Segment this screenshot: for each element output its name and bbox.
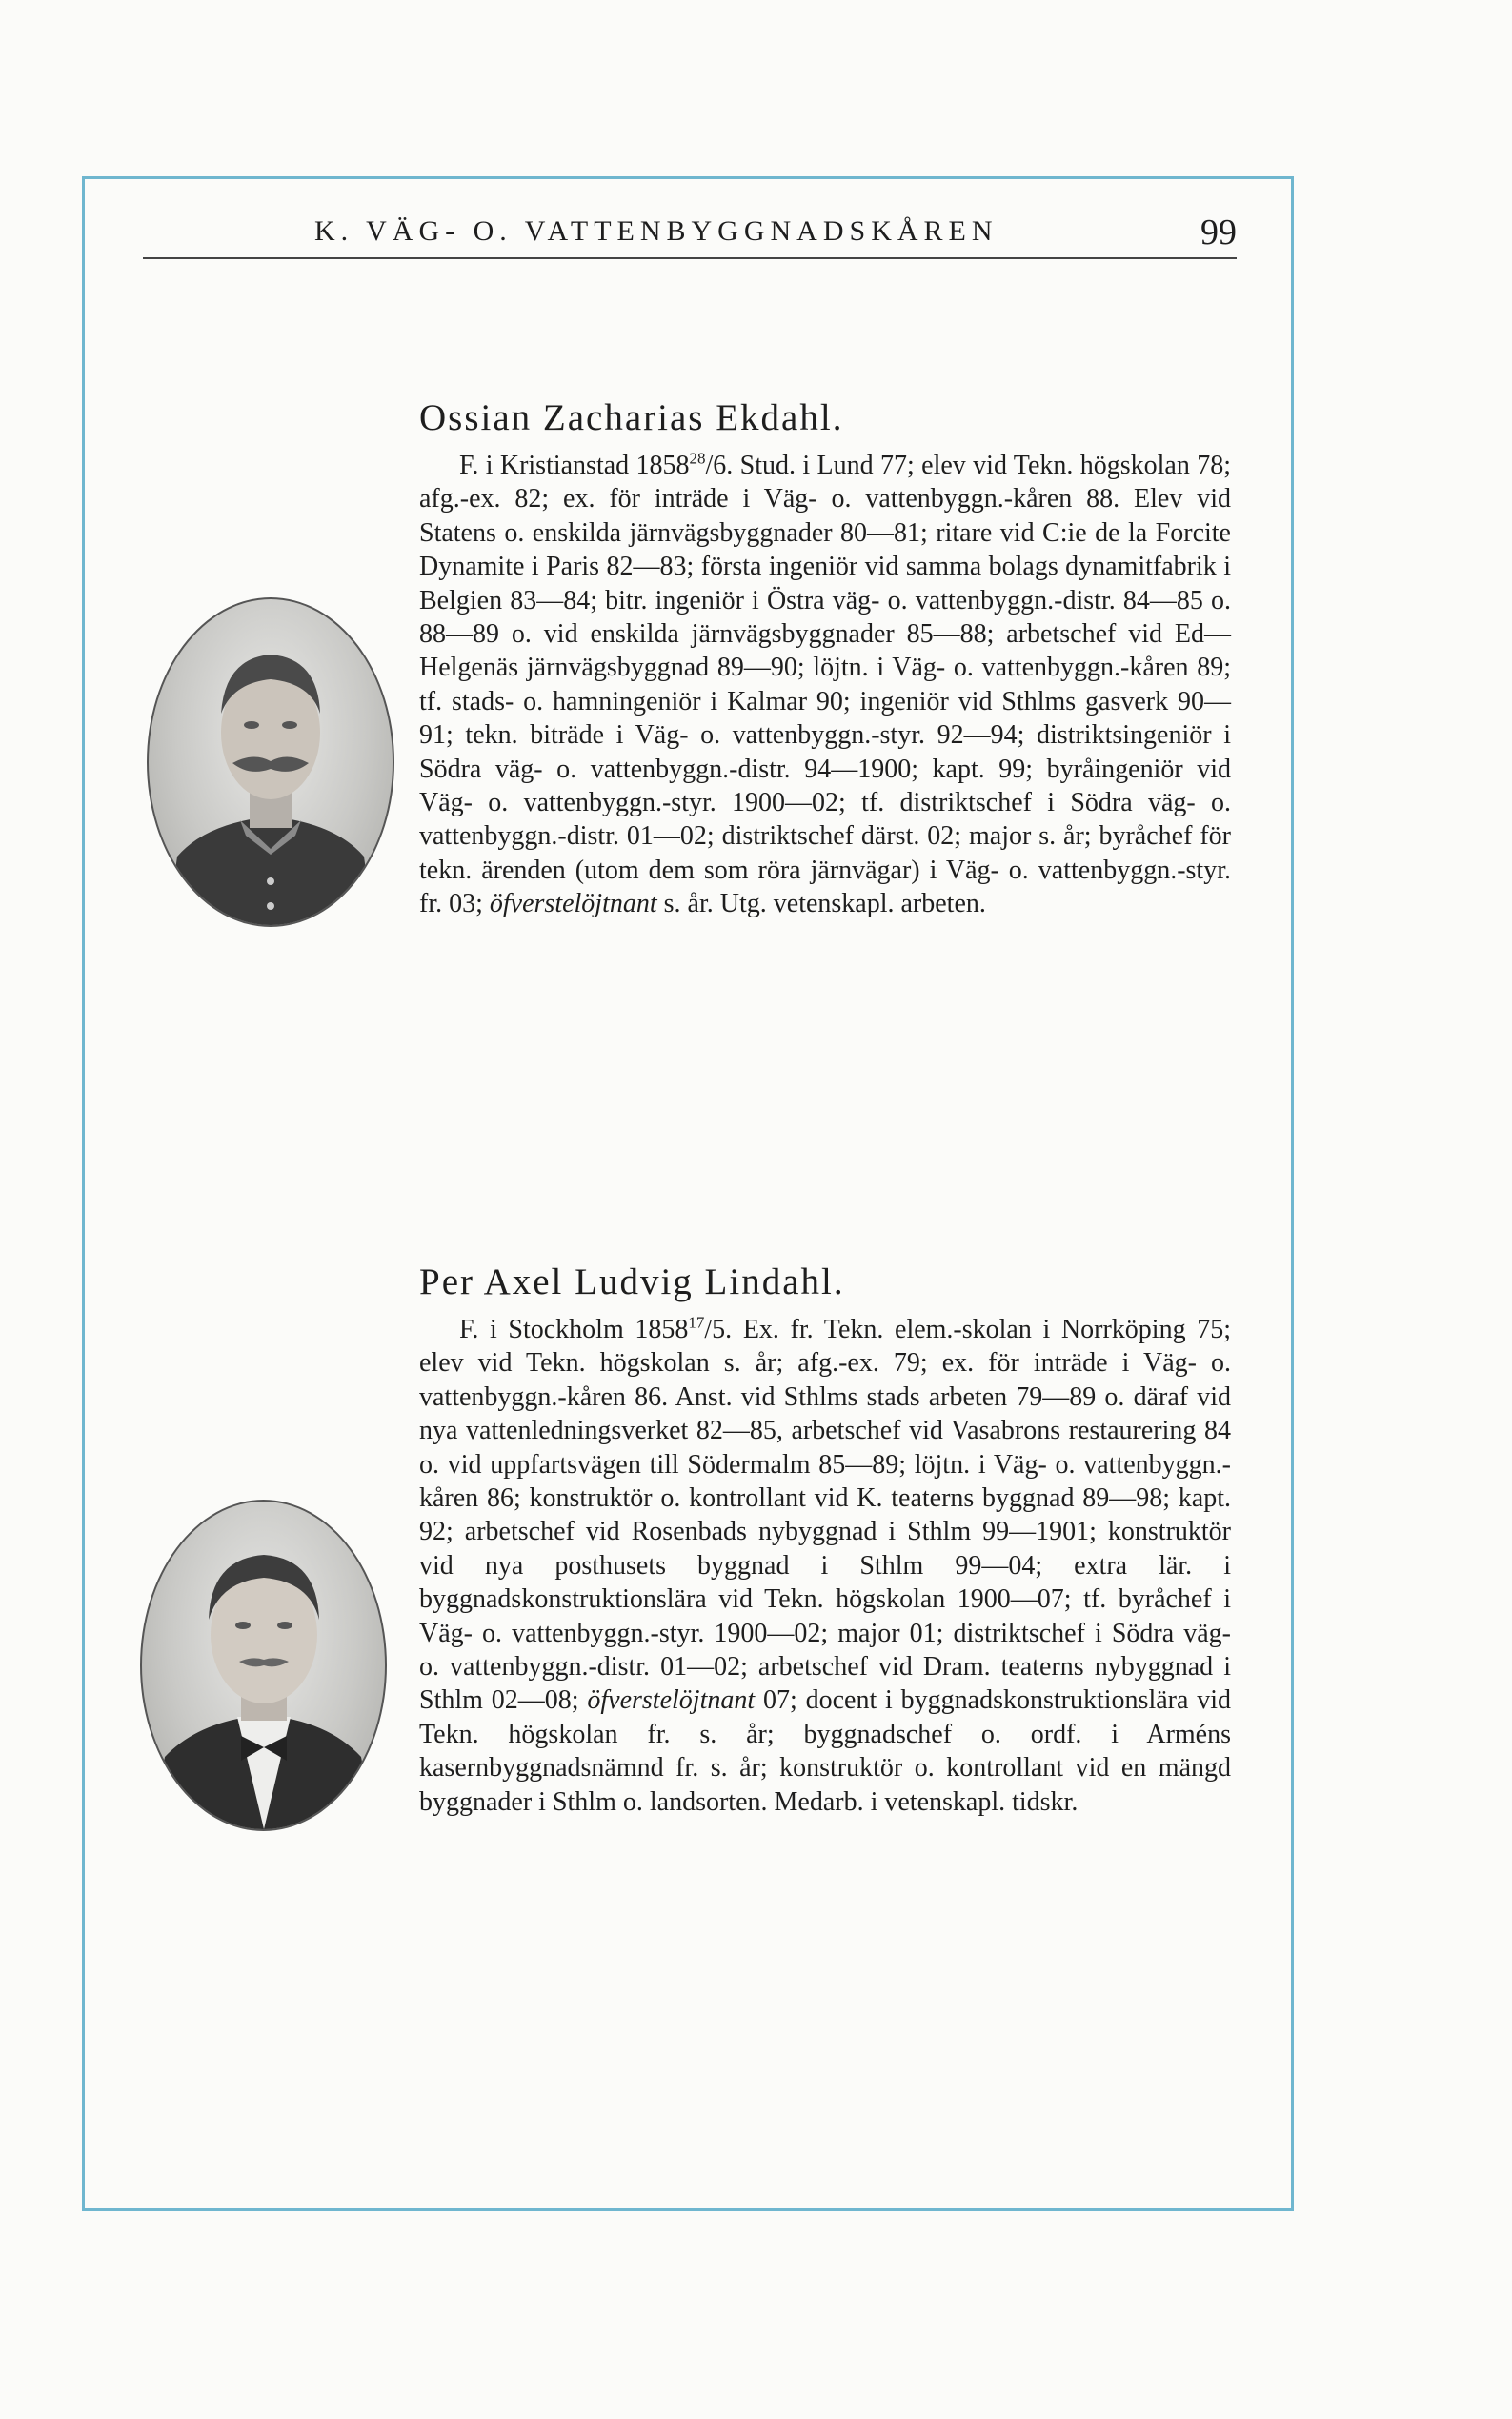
bio-body: /6. Stud. i Lund 77; elev vid Tekn. högskolan 78; afg.-ex. 82; ex. för inträde i Väg- o. vattenbyggn.-kåren 88. Elev vid Statens o. enskilda järnvägsbyggnader 80—81; ritare vid C:ie de la Forcite Dynamite i Paris 82—83; första ingeniör vid samma bolags dynamitfabrik i Belgien 83—84; bitr. ingeniör i Östra väg- o. vattenbyggn.-distr. 84—85 o. 88—89 o. vid enskilda järnvägsbyggnader 85—88; arbetschef vid Ed—Helgenäs järnvägsbyggnad 89—90; löjtn. i Väg- o. vattenbyggn.-kåren 89; tf. stads- o. hamningeniör i Kalmar 90; ingeniör vid Sthlms gasverk 90—91; tekn. biträde i Väg- o. vattenbyggn.-styr. 92—94; distriktsingeniör i Södra väg- o. vattenbyggn.-distr. 94—1900; kapt. 99; byråingeniör vid Väg- o. vattenbyggn.-styr. 1900—02; tf. distriktschef i Södra väg- o. vattenbyggn.-distr. 01—02; distriktschef därst. 02; major s. år; byråchef för tekn. ärenden (utom dem som röra järnvägar) i Väg- o. vattenbyggn.-styr. fr. 03; — [419, 451, 1231, 919]
bio-body: /5. Ex. fr. Tekn. elem.-skolan i Norrköping 75; elev vid Tekn. högskolan s. år; afg.-ex. 79; ex. för inträde i Väg- o. vattenbyggn.-kåren 86. Anst. vid Sthlms stads arbeten 79—89 o. däraf vid nya vattenledningsverket 82—85, arbetschef vid Vasabrons restaurering 84 o. vid uppfartsvägen till Södermalm 85—89; löjtn. i Väg- o. vattenbyggn.-kåren 86; konstruktör o. kontrollant vid K. teaterns byggnad 89—98; kapt. 92; arbetschef vid Rosenbads nybyggnad i Sthlm 99—1901; konstruktör vid nya posthusets byggnad i Sthlm 99—04; extra lär. i byggnadskonstruktionslära vid Tekn. högskolan 1900—07; tf. byråchef i Väg- o. vattenbyggn.-styr. 1900—02; major 01; distriktschef i Södra väg- o. vattenbyggn.-distr. 01—02; arbetschef vid Dram. teaterns nybyggnad i Sthlm 02—08; — [419, 1315, 1232, 1716]
rank-italic: öfverstelöjtnant — [489, 889, 657, 919]
bio-start: F. i Stockholm 1858 — [459, 1315, 689, 1344]
portrait-photo-icon — [149, 599, 393, 925]
person-name: Ossian Zacharias Ekdahl. — [419, 397, 844, 438]
running-header — [143, 208, 1237, 259]
portrait-photo-icon — [142, 1502, 385, 1829]
birth-date-superscript: 17 — [688, 1313, 705, 1332]
section-title: K. VÄG- O. VATTENBYGGNADSKÅREN — [314, 215, 998, 247]
portrait-lindahl — [140, 1500, 387, 1831]
biography-text — [419, 449, 1231, 921]
person-name: Per Axel Ludvig Lindahl. — [419, 1261, 845, 1302]
bio-start: F. i Kristianstad 1858 — [459, 451, 690, 480]
rank-italic: öfverstelöjtnant — [587, 1685, 756, 1716]
birth-date-superscript: 28 — [689, 449, 706, 468]
biography-text — [419, 1313, 1231, 1819]
page-number: 99 — [1200, 212, 1237, 252]
biography-entry — [419, 1260, 1231, 1819]
bio-end: 07; docent i byggnadskonstruktionslära vid Tekn. högskolan fr. s. år; byggnadschef o. ordf. i Arméns kasernbyggnadsnämnd fr. s. år; konstruktör o. kontrollant vid en mängd byggnader i Sthlm o. landsorten. Medarb. i vetenskapl. tidskr. — [419, 1685, 1232, 1817]
biography-entry — [419, 396, 1231, 921]
bio-end: s. år. Utg. vetenskapl. arbeten. — [663, 889, 986, 919]
portrait-ekdahl — [147, 597, 394, 927]
